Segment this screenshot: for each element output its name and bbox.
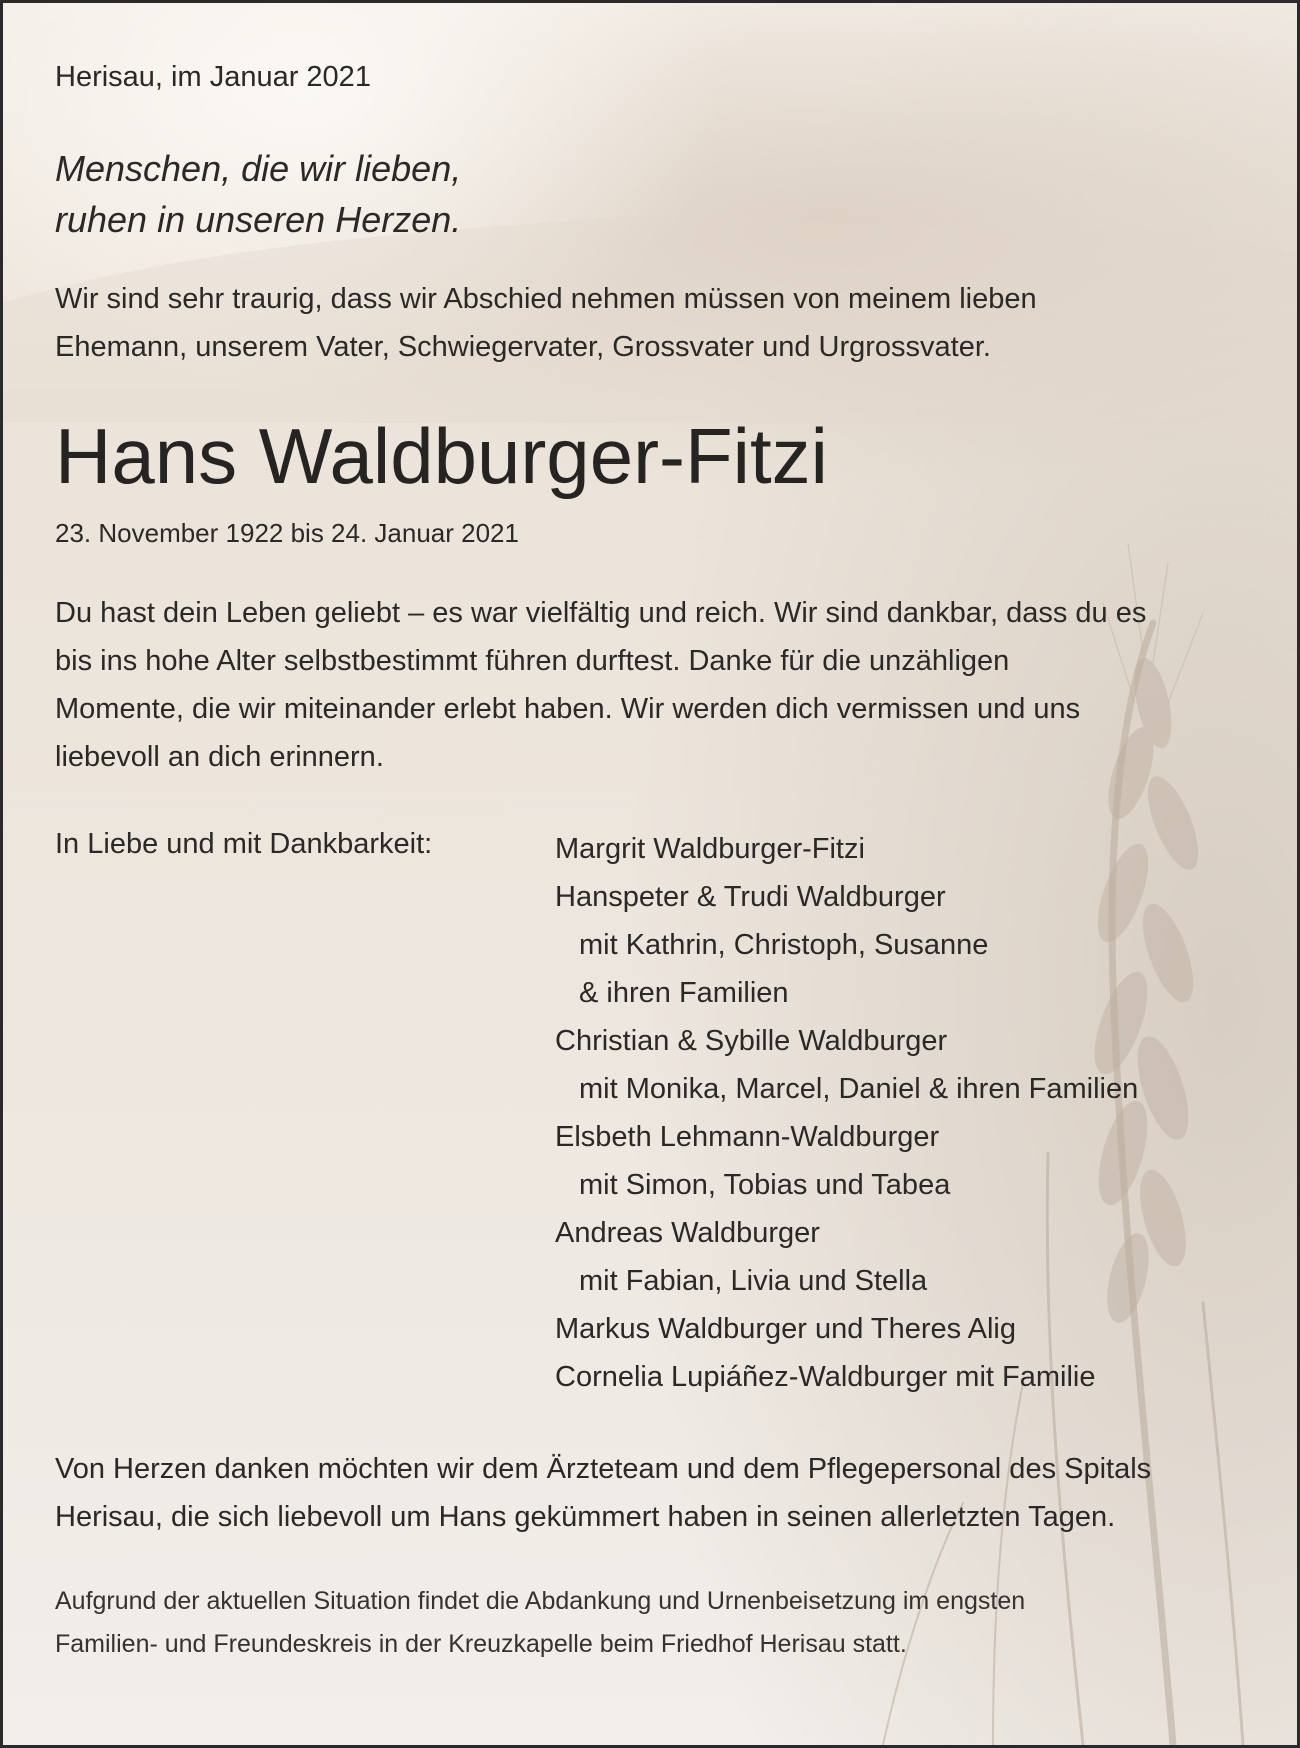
motto-quote: [55, 143, 461, 245]
mourner-subline: & ihren Familien: [579, 977, 789, 1009]
mourner-subline: mit Fabian, Livia und Stella: [579, 1265, 928, 1297]
mourner-line: Margrit Waldburger-Fitzi: [555, 833, 865, 865]
mourners-list: [555, 825, 1255, 1401]
place-date: Herisau, im Januar 2021: [55, 61, 371, 93]
deceased-name: Hans Waldburger-Fitzi: [55, 412, 828, 500]
intro-text: [55, 275, 1255, 371]
intro-line: Wir sind sehr traurig, dass wir Abschied nehmen müssen von meinem lieben: [55, 283, 1037, 315]
tribute-line: bis ins hohe Alter selbstbestimmt führen durftest. Danke für die unzähligen: [55, 645, 1010, 677]
tribute-text: [55, 589, 1265, 781]
motto-line: Menschen, die wir lieben,: [55, 148, 462, 189]
mourner-line: Elsbeth Lehmann-Waldburger: [555, 1121, 940, 1153]
note-line: Familien- und Freundeskreis in der Kreuzkapelle beim Friedhof Herisau statt.: [55, 1630, 907, 1658]
mourner-subline: mit Simon, Tobias und Tabea: [579, 1169, 951, 1201]
signoff-label: In Liebe und mit Dankbarkeit:: [55, 828, 433, 860]
note-line: Aufgrund der aktuellen Situation findet die Abdankung und Urnenbeisetzung im engsten: [55, 1587, 1026, 1615]
ceremony-note: [55, 1580, 1265, 1666]
thanks-line: Herisau, die sich liebevoll um Hans gekümmert haben in seinen allerletzten Tagen.: [55, 1501, 1116, 1533]
thanks-line: Von Herzen danken möchten wir dem Ärzteteam und dem Pflegepersonal des Spitals: [55, 1453, 1152, 1485]
mourner-line: Christian & Sybille Waldburger: [555, 1025, 948, 1057]
tribute-line: Momente, die wir miteinander erlebt haben. Wir werden dich vermissen und uns: [55, 693, 1081, 725]
mourner-line: Markus Waldburger und Theres Alig: [555, 1313, 1016, 1345]
mourner-line: Andreas Waldburger: [555, 1217, 820, 1249]
mourner-subline: mit Monika, Marcel, Daniel & ihren Familien: [579, 1073, 1139, 1105]
motto-line: ruhen in unseren Herzen.: [55, 199, 462, 240]
tribute-line: liebevoll an dich erinnern.: [55, 741, 384, 773]
thanks-text: [55, 1445, 1265, 1541]
intro-line: Ehemann, unserem Vater, Schwiegervater, Grossvater und Urgrossvater.: [55, 331, 991, 363]
life-dates: 23. November 1922 bis 24. Januar 2021: [55, 518, 519, 548]
mourner-line: Hanspeter & Trudi Waldburger: [555, 881, 946, 913]
mourner-line: Cornelia Lupiáñez-Waldburger mit Familie: [555, 1361, 1096, 1393]
tribute-line: Du hast dein Leben geliebt – es war vielfältig und reich. Wir sind dankbar, dass du es: [55, 597, 1147, 629]
mourner-subline: mit Kathrin, Christoph, Susanne: [579, 929, 989, 961]
